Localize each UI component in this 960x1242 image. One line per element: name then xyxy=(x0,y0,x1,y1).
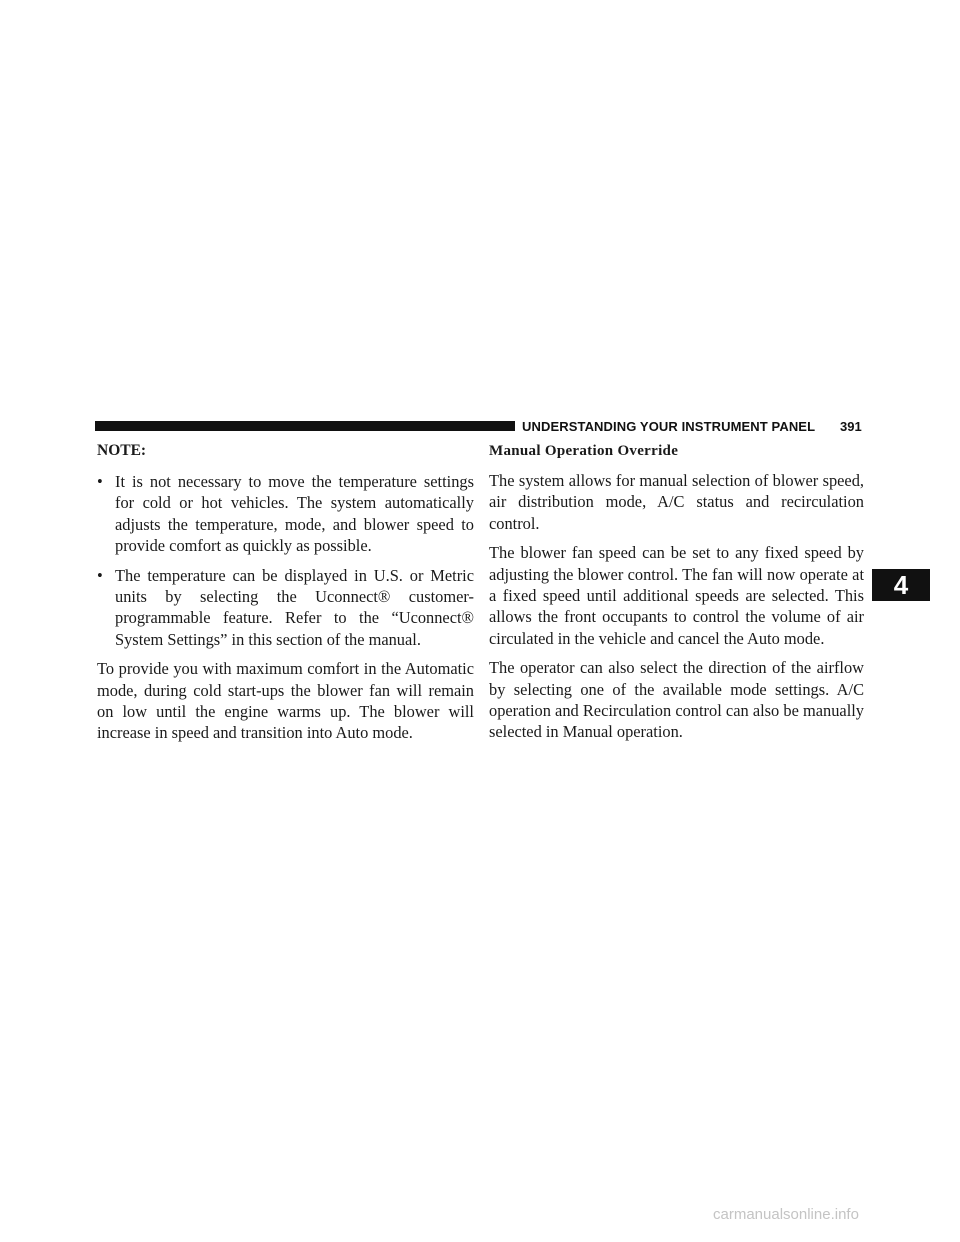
page-number: 391 xyxy=(840,419,862,434)
watermark-link[interactable]: carmanualsonline.info xyxy=(713,1206,859,1223)
bullet-dot: • xyxy=(97,565,103,585)
bullet-item xyxy=(97,565,474,651)
body-paragraph: To provide you with maximum comfort in the Automatic mode, during cold start-ups the blower fan will remain on low until the engine warms up. The blower will increase in speed and transition into Auto mode. xyxy=(97,659,474,743)
bullet-text: The temperature can be displayed in U.S. or Metric units by selecting the Uconnect® customer-programmable feature. Refer to the “Uconnect® System Settings” in this section of the manual. xyxy=(115,565,474,649)
body-paragraph: The system allows for manual selection of blower speed, air distribution mode, A/C status and recirculation control. xyxy=(489,471,864,533)
body-paragraph: The blower fan speed can be set to any fixed speed by adjusting the blower control. The fan will now operate at a fixed speed until additional speeds are selected. This allows the front occupants to control the volume of air circulated in the vehicle and cancel the Auto mode. xyxy=(489,543,864,648)
left-column xyxy=(97,440,474,752)
header-rule xyxy=(95,421,515,431)
chapter-tab: 4 xyxy=(872,569,930,601)
section-heading: Manual Operation Override xyxy=(489,443,679,459)
body-paragraph: The operator can also select the direction of the airflow by selecting one of the available mode settings. A/C operation and Recirculation control can also be manually selected in Manual operation. xyxy=(489,658,864,742)
right-column xyxy=(489,440,864,751)
bullet-item xyxy=(97,471,474,557)
bullet-text: It is not necessary to move the temperature settings for cold or hot vehicles. The system automatically adjusts the temperature, mode, and blower speed to provide comfort as quickly as possible. xyxy=(115,472,474,556)
note-label: NOTE: xyxy=(97,442,147,459)
running-header-title: UNDERSTANDING YOUR INSTRUMENT PANEL xyxy=(522,419,816,434)
bullet-dot: • xyxy=(97,472,103,491)
